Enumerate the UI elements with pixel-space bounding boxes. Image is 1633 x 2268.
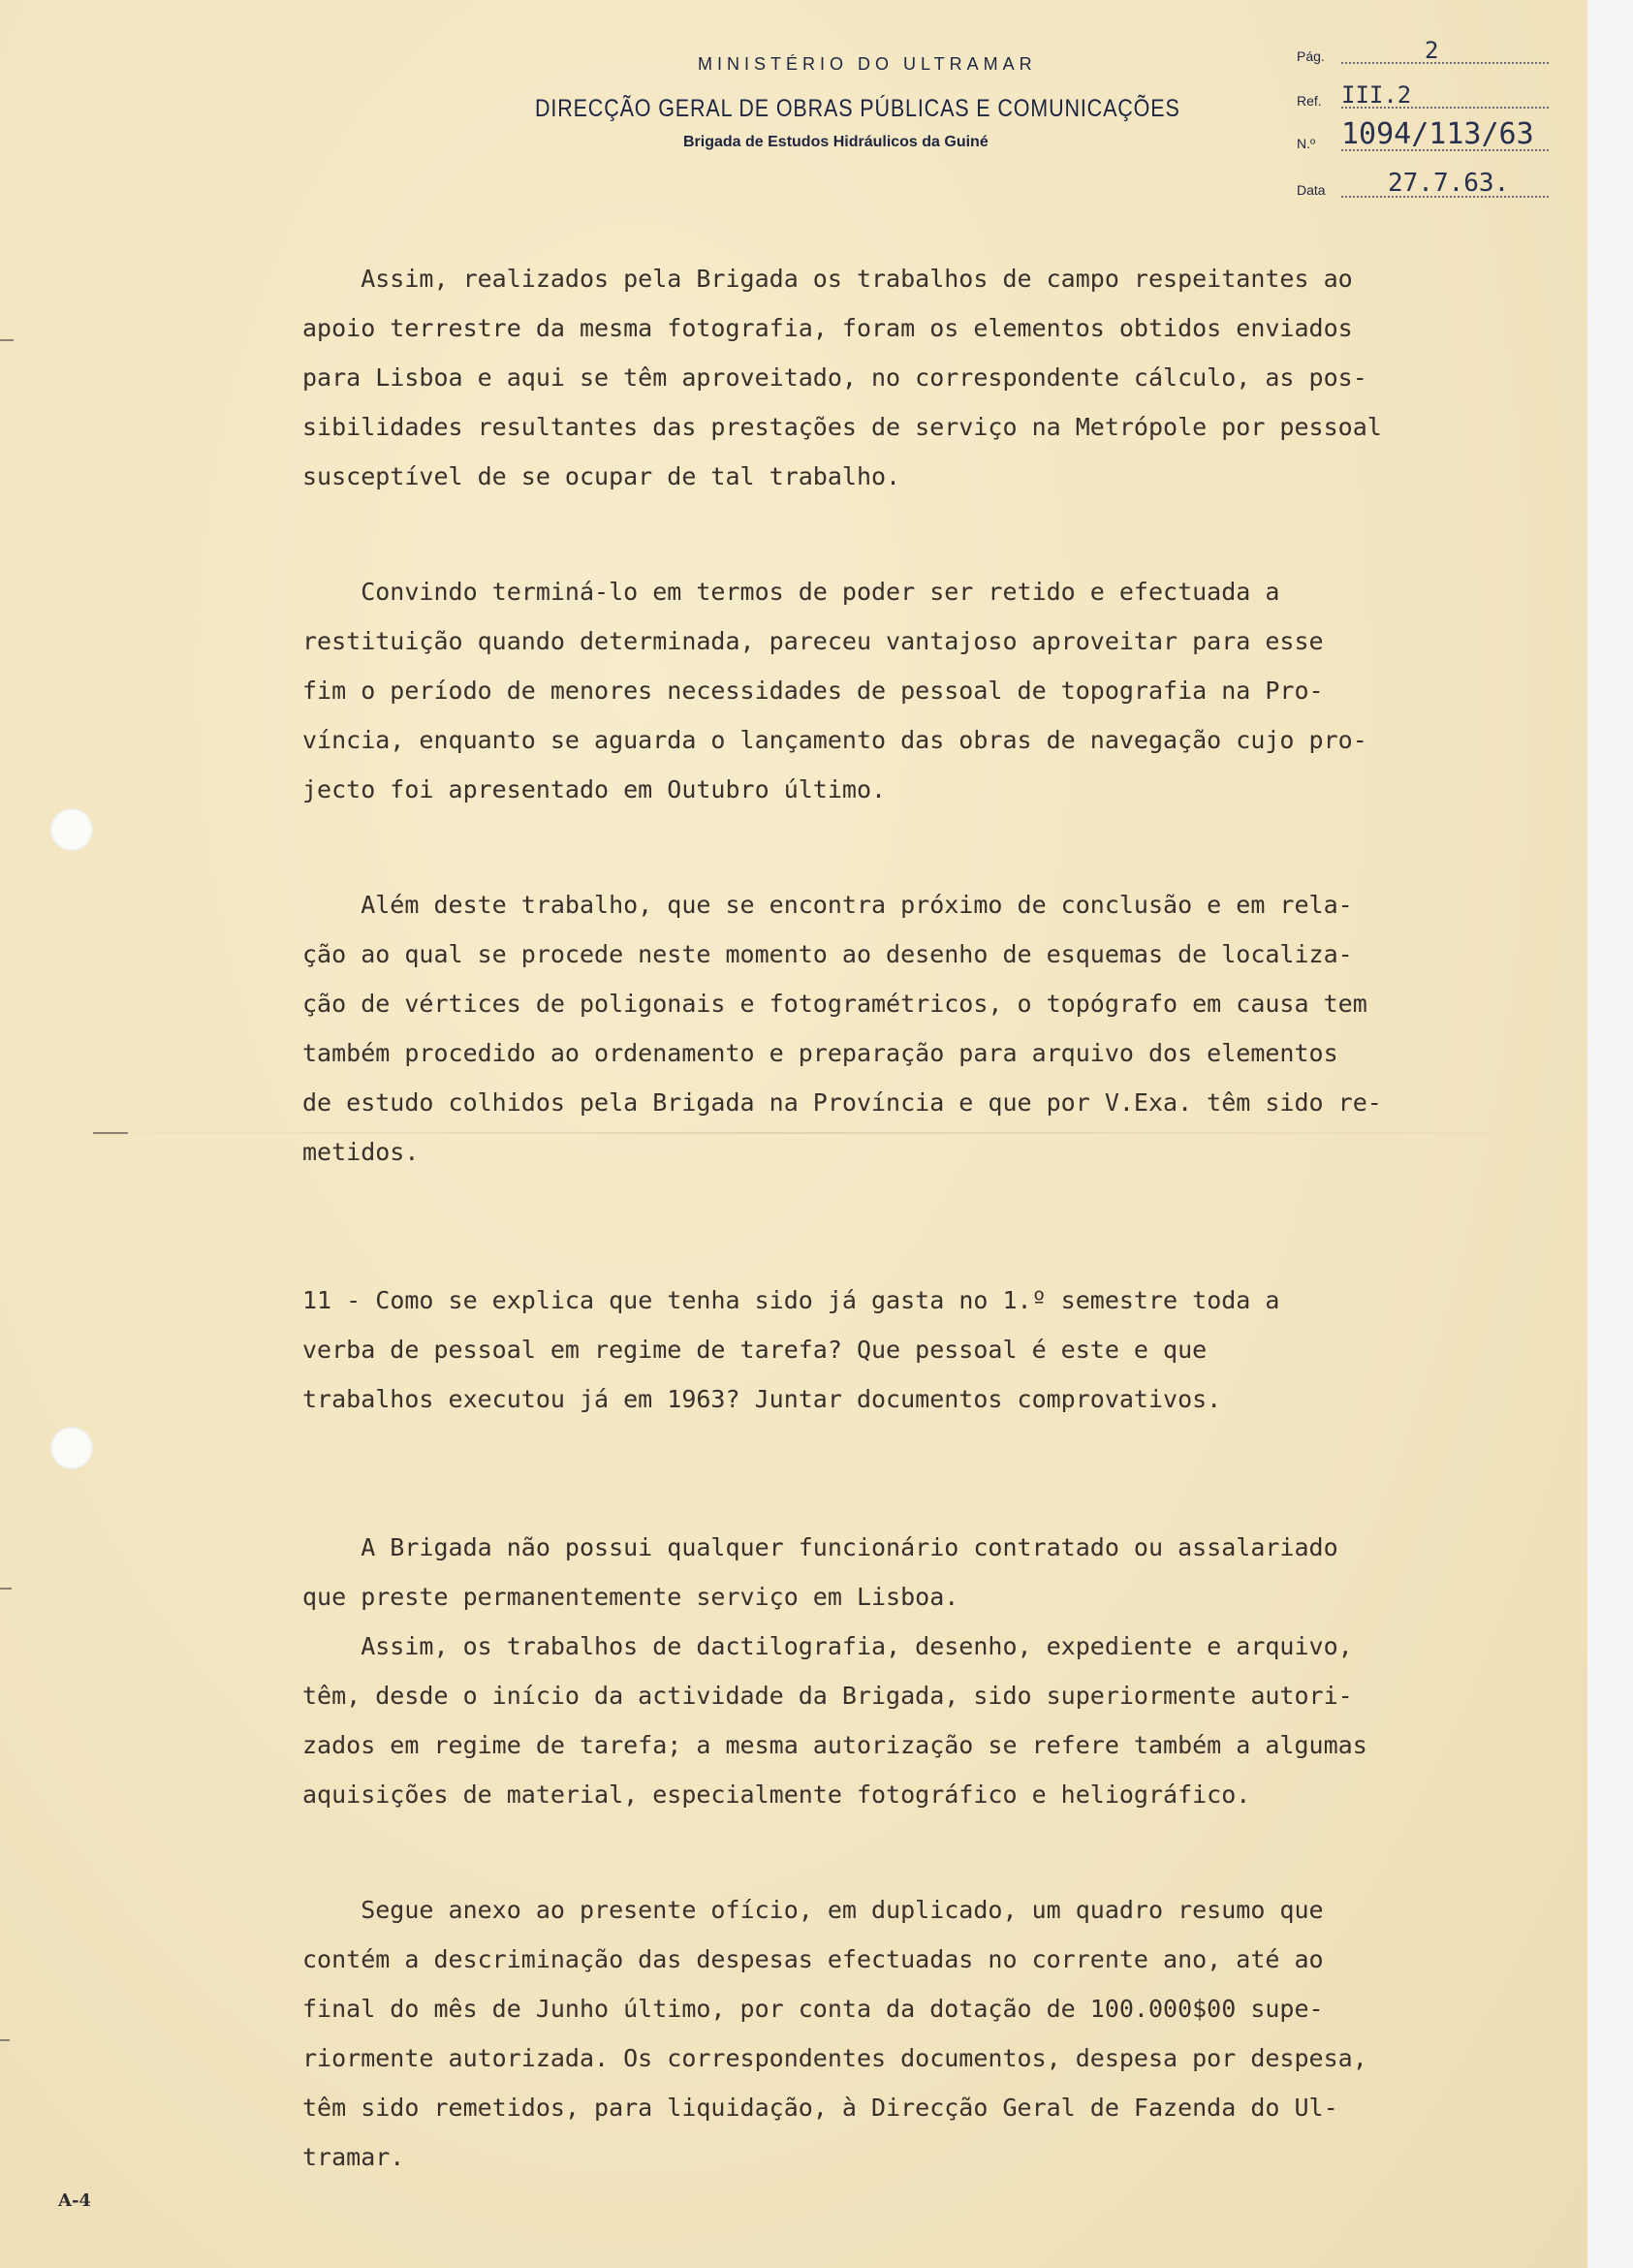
number-label: N.º [1297,136,1316,151]
paragraph-topographer [302,880,1562,1177]
text-line: verba de pessoal em regime de tarefa? Que pessoal é este e que [302,1336,1208,1364]
ref-label: Ref. [1297,93,1322,109]
margin-mark [0,1588,12,1590]
text-line: que preste permanentemente serviço em Lisboa. [302,1583,959,1611]
text-line: têm sido remetidos, para liquidação, à Direcção Geral de Fazenda do Ul- [302,2094,1338,2122]
question-number: 11 - [302,1286,376,1314]
text-line: Assim, os trabalhos de dactilografia, desenho, expediente e arquivo, [302,1632,1353,1660]
text-line: de estudo colhidos pela Brigada na Província e que por V.Exa. têm sido re- [302,1088,1382,1117]
margin-mark [0,2039,10,2041]
page-number: 2 [1425,37,1439,64]
direction-name: DIRECÇÃO GERAL DE OBRAS PÚBLICAS E COMUNICAÇÕES [535,95,1180,122]
paragraph-field-work [302,254,1562,501]
text-line: tramar. [302,2143,405,2171]
text-line: riormente autorizada. Os correspondentes documentos, despesa por despesa, [302,2044,1367,2072]
paragraph-task-regime [302,1622,1562,1819]
number-value: 1094/113/63 [1341,117,1534,151]
text-line: trabalhos executou já em 1963? Juntar documentos comprovativos. [302,1385,1222,1413]
text-line: têm, desde o início da actividade da Brigada, sido superiormente autori- [302,1682,1353,1710]
question-text: Como se explica que tenha sido já gasta no 1.º semestre toda a [375,1286,1280,1314]
text-line [302,1276,1562,1325]
text-line: para Lisboa e aqui se têm aproveitado, no correspondente cálculo, as pos- [302,363,1367,392]
page-field [1297,31,1549,70]
text-line: ção de vértices de poligonais e fotogramétricos, o topógrafo em causa tem [302,990,1367,1018]
text-line: Segue anexo ao presente ofício, em duplicado, um quadro resumo que [302,1896,1324,1924]
margin-mark [93,1132,128,1134]
text-line: ção ao qual se procede neste momento ao desenho de esquemas de localiza- [302,940,1353,968]
form-code: A-4 [58,2190,91,2211]
date-field [1297,165,1549,204]
text-line: fim o período de menores necessidades de pessoal de topografia na Pro- [302,677,1324,705]
paragraph-no-staff [302,1523,1562,1622]
punch-hole-upper [50,808,93,851]
text-line: restituição quando determinada, pareceu vantajoso aproveitar para esse [302,627,1324,655]
text-line: metidos. [302,1138,420,1166]
text-line: zados em regime de tarefa; a mesma autorização se refere também a algumas [302,1731,1367,1759]
text-line: Além deste trabalho, que se encontra próximo de conclusão e em rela- [302,891,1353,919]
reference-block [1297,29,1558,204]
paragraph-restitution [302,567,1562,814]
date-label: Data [1297,182,1326,198]
brigade-name: Brigada de Estudos Hidráulicos da Guiné [683,134,989,150]
page-edge [1587,0,1633,2268]
text-line: final do mês de Junho último, por conta da dotação de 100.000$00 supe- [302,1995,1324,2023]
text-line: A Brigada não possui qualquer funcionário contratado ou assalariado [302,1533,1338,1561]
text-line: aquisições de material, especialmente fotográfico e heliográfico. [302,1780,1251,1809]
ref-value: III.2 [1341,81,1412,109]
date-value: 27.7.63. [1388,169,1510,198]
number-field [1297,118,1549,157]
text-line: apoio terrestre da mesma fotografia, foram os elementos obtidos enviados [302,314,1353,342]
text-line: sibilidades resultantes das prestações de serviço na Metrópole por pessoal [302,413,1382,441]
page-label: Pág. [1297,48,1325,64]
text-line: Convindo terminá-lo em termos de poder ser retido e efectuada a [302,578,1280,606]
text-line: víncia, enquanto se aguarda o lançamento das obras de navegação cujo pro- [302,726,1367,754]
ref-field [1297,76,1549,114]
text-line: também procedido ao ordenamento e preparação para arquivo dos elementos [302,1039,1338,1067]
margin-mark [0,339,14,341]
text-line: contém a descriminação das despesas efectuadas no corrente ano, até ao [302,1945,1324,1973]
ministry-name: MINISTÉRIO DO ULTRAMAR [698,54,1037,74]
text-line: Assim, realizados pela Brigada os trabalhos de campo respeitantes ao [302,265,1353,293]
paragraph-expenses-annex [302,1885,1562,2182]
punch-hole-lower [50,1427,93,1469]
letter-body [302,254,1562,2182]
question-item-11 [302,1276,1562,1424]
text-line: jecto foi apresentado em Outubro último. [302,775,887,803]
dotted-line [1341,62,1549,64]
text-line: susceptível de se ocupar de tal trabalho. [302,462,901,490]
